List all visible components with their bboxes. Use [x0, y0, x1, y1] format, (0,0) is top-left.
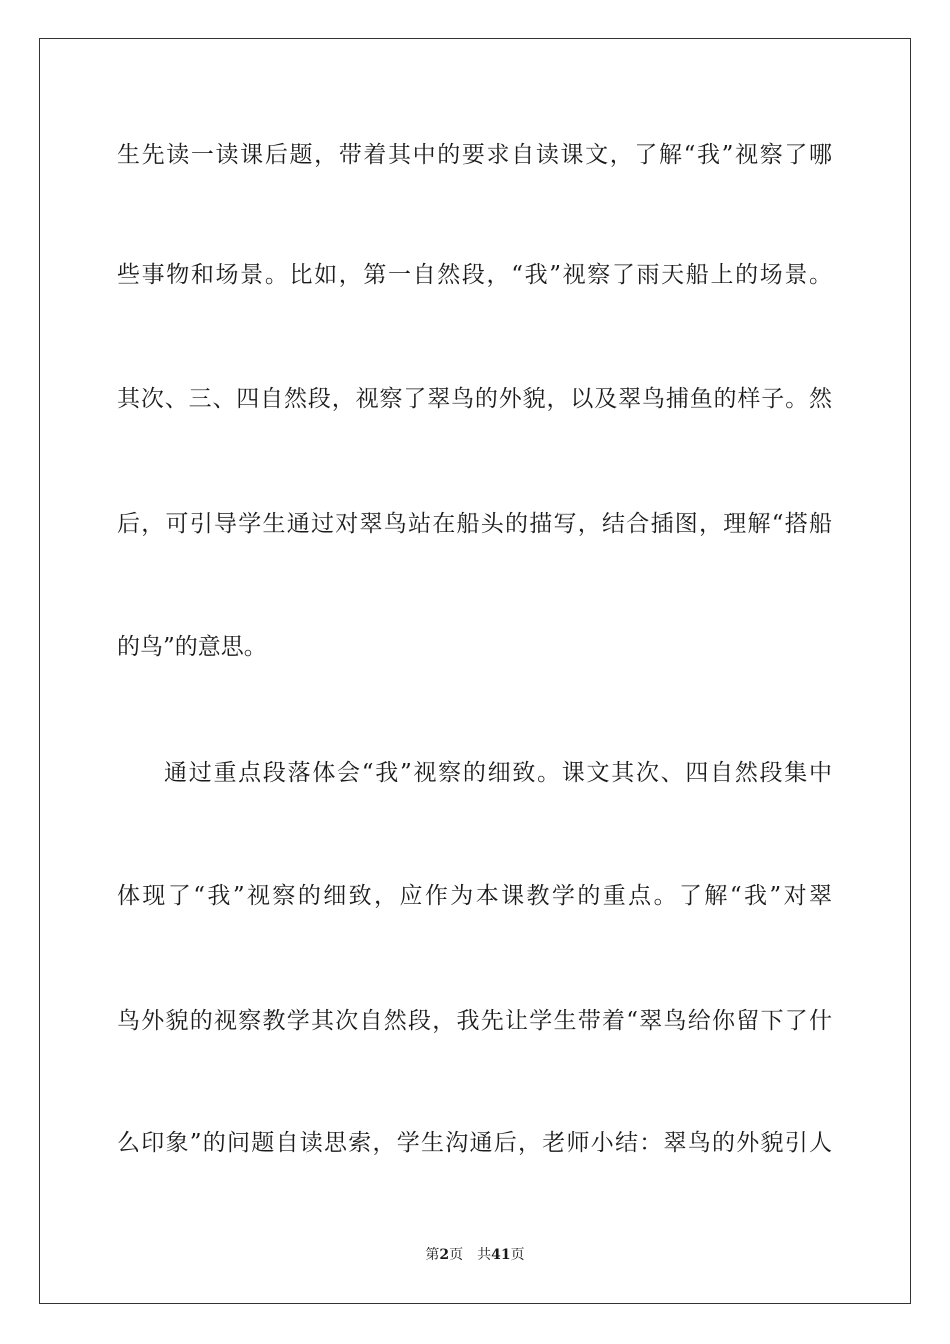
- text-line-7: 体现了“我”视察的细致，应作为本课教学的重点。了解“我”对翠: [117, 883, 832, 909]
- text-line-3: 其次、三、四自然段，视察了翠鸟的外貌，以及翠鸟捕鱼的样子。然: [117, 386, 832, 412]
- page-label-suffix: 页: [449, 1247, 464, 1263]
- page-label-prefix: 第: [425, 1247, 440, 1263]
- text-line-6: 通过重点段落体会“我”视察的细致。课文其次、四自然段集中: [164, 760, 832, 786]
- total-label-suffix: 页: [510, 1247, 525, 1263]
- total-label-prefix: 共: [477, 1247, 492, 1263]
- page-footer: [0, 1245, 950, 1265]
- page-number: 2: [439, 1247, 450, 1263]
- text-line-9: 么印象”的问题自读思索，学生沟通后，老师小结：翠鸟的外貌引人: [117, 1130, 832, 1156]
- text-line-5: 的鸟”的意思。: [117, 634, 267, 660]
- total-pages: 41: [491, 1247, 511, 1263]
- text-line-4: 后，可引导学生通过对翠鸟站在船头的描写，结合插图，理解“搭船: [117, 511, 832, 537]
- text-line-1: 生先读一读课后题，带着其中的要求自读课文，了解“我”视察了哪: [117, 142, 832, 168]
- text-line-2: 些事物和场景。比如，第一自然段，“我”视察了雨天船上的场景。: [117, 262, 832, 288]
- page-border: [39, 38, 911, 1304]
- text-line-8: 鸟外貌的视察教学其次自然段，我先让学生带着“翠鸟给你留下了什: [117, 1008, 832, 1034]
